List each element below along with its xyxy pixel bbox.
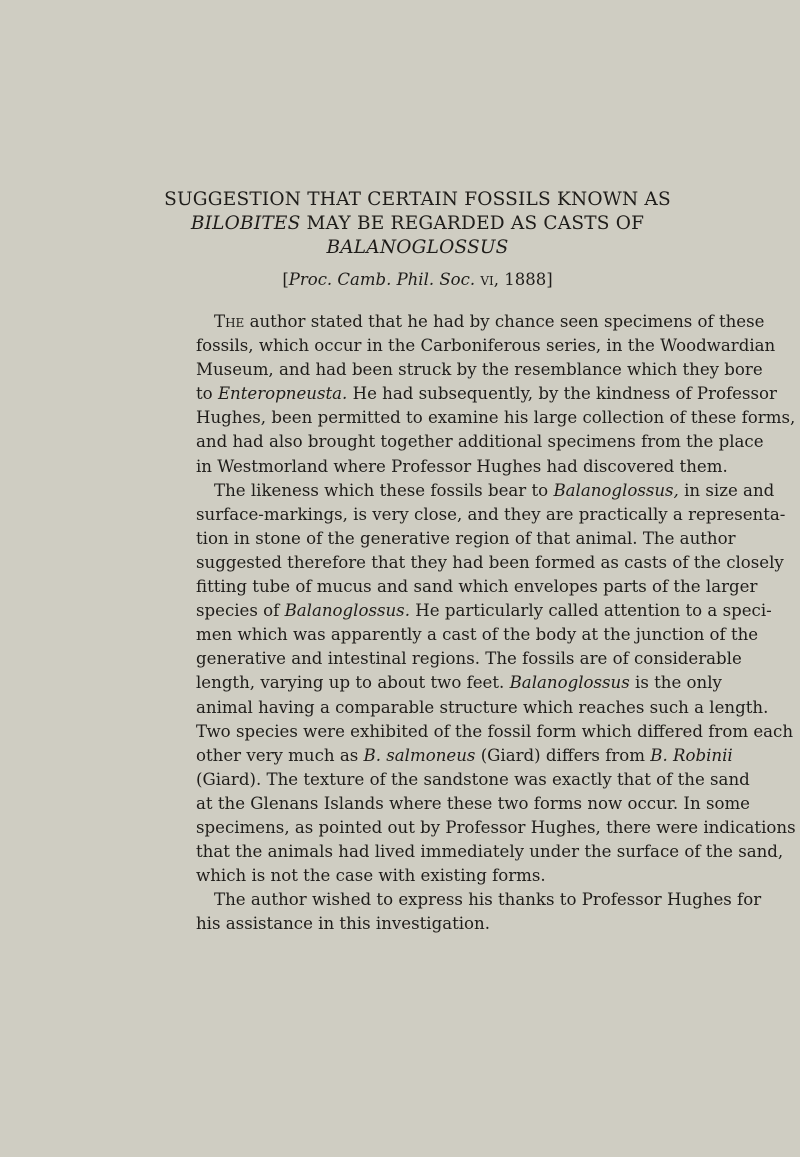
text-run: He particularly called attention to a speci- (409, 601, 772, 621)
text-line (196, 310, 765, 334)
text-line (196, 430, 764, 454)
citation-year: 1888 (504, 270, 547, 289)
text-run: fitting tube of mucus and sand which envelopes parts of the larger (196, 577, 758, 597)
title-line-2-rest: MAY BE REGARDED AS CASTS OF (300, 213, 645, 234)
text-line (196, 575, 758, 599)
citation-volume: vi, (475, 270, 505, 289)
text-run: and had also brought together additional specimens from the place (196, 432, 764, 452)
text-run: in size and (678, 480, 775, 500)
text-run: his assistance in this investigation. (196, 914, 491, 934)
text-line (196, 792, 751, 816)
text-line (196, 599, 772, 623)
text-run: Two species were exhibited of the fossil form which differed from each (196, 721, 794, 741)
text-line (196, 623, 759, 647)
italic-term: B. salmoneus (363, 745, 476, 765)
text-run: at the Glenans Islands where these two forms now occur. In some (196, 793, 751, 813)
text-run: to (196, 384, 218, 404)
text-line (196, 647, 742, 671)
italic-term: Balanoglossus, (553, 480, 679, 500)
text-run: that the animals had lived immediately under the surface of the sand, (196, 842, 784, 862)
text-line (196, 382, 777, 406)
text-line (196, 671, 722, 695)
paragraph (196, 888, 762, 936)
text-run: He had subsequently, by the kindness of Professor (347, 384, 777, 404)
text-run: other very much as (196, 745, 364, 765)
article-title (150, 188, 685, 260)
text-run: The author wished to express his thanks to Professor Hughes for (214, 890, 762, 910)
text-run: species of (196, 601, 285, 621)
text-line (196, 888, 762, 912)
text-line (196, 334, 776, 358)
text-line (196, 768, 750, 792)
text-line (196, 864, 712, 888)
text-run: generative and intestinal regions. The fossils are of considerable (196, 649, 742, 669)
text-line (196, 840, 784, 864)
text-line (196, 912, 712, 936)
text-line (196, 455, 728, 479)
text-run: The likeness which these fossils bear to (214, 480, 554, 500)
italic-term: Balanoglossus. (284, 601, 410, 621)
citation-close-bracket: ] (546, 270, 553, 289)
text-run: tion in stone of the generative region of that animal. The author (196, 528, 736, 548)
text-run: Museum, and had been struck by the resemblance which they bore (196, 360, 763, 380)
text-run: (Giard). The texture of the sandstone was exactly that of the sand (196, 769, 750, 789)
text-run: The (214, 312, 245, 331)
text-line (196, 527, 736, 551)
text-line (196, 696, 769, 720)
text-line (196, 551, 784, 575)
text-run: Hughes, been permitted to examine his large collection of these forms, (196, 408, 796, 428)
text-run: (Giard) differs from (475, 745, 651, 765)
text-run: length, varying up to about two feet. (196, 673, 510, 693)
text-run: which is not the case with existing forms. (196, 866, 546, 886)
title-line-2 (150, 212, 685, 236)
text-line (196, 503, 786, 527)
italic-term: Enteropneusta. (217, 384, 348, 404)
text-line (196, 358, 763, 382)
title-bilobites: BILOBITES (190, 213, 301, 234)
paragraph (196, 479, 796, 889)
text-run: surface-markings, is very close, and they are practically a representa- (196, 504, 786, 524)
text-run: fossils, which occur in the Carboniferous series, in the Woodwardian (196, 336, 776, 356)
text-run: author stated that he had by chance seen specimens of these (244, 312, 765, 331)
text-run: specimens, as pointed out by Professor Hughes, there were indications (196, 817, 796, 837)
italic-term: Balanoglossus (509, 673, 630, 693)
citation (150, 270, 685, 289)
paragraph (196, 310, 796, 479)
text-line (196, 744, 733, 768)
text-run: animal having a comparable structure which reaches such a length. (196, 697, 769, 717)
body-text (196, 310, 796, 936)
text-line (196, 720, 794, 744)
title-line-3: BALANOGLOSSUS (326, 237, 509, 258)
text-run: is the only (629, 673, 722, 693)
citation-journal: Proc. Camb. Phil. Soc. (288, 270, 476, 289)
text-line (196, 406, 796, 430)
text-run: in Westmorland where Professor Hughes had discovered them. (196, 456, 728, 476)
citation-open-bracket: [ (282, 270, 289, 289)
text-run: men which was apparently a cast of the body at the junction of the (196, 625, 759, 645)
text-line (196, 816, 796, 840)
text-line (196, 479, 775, 503)
italic-term: B. Robinii (650, 745, 733, 765)
title-line-1: SUGGESTION THAT CERTAIN FOSSILS KNOWN AS (164, 189, 671, 210)
text-run: suggested therefore that they had been formed as casts of the closely (196, 552, 784, 572)
